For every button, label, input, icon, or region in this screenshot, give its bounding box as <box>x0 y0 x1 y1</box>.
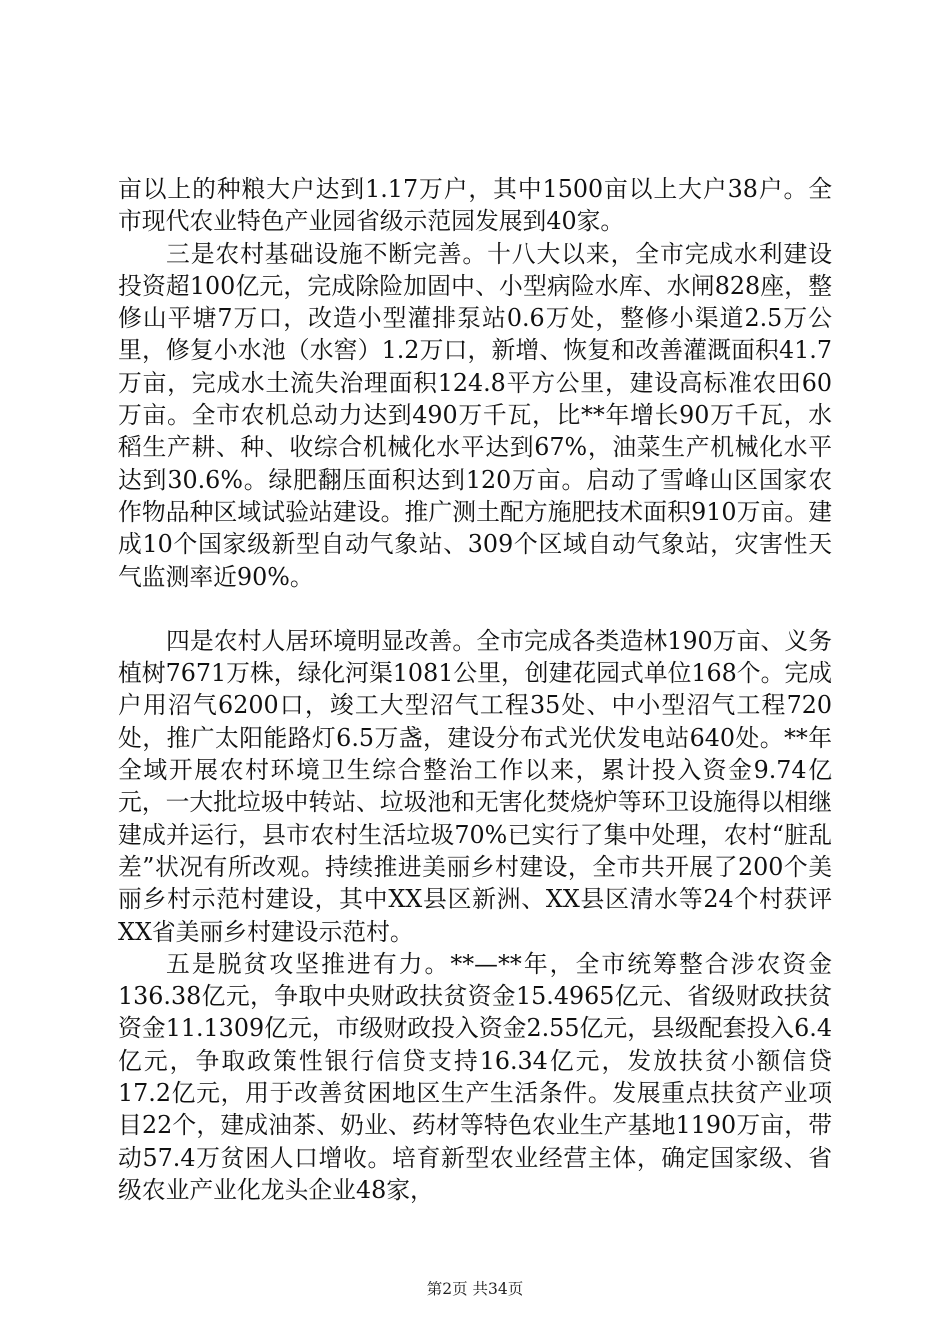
paragraph-poverty-alleviation: 五是脱贫攻坚推进有力。**—**年，全市统筹整合涉农资金136.38亿元，争取中央财政扶贫资金15.4965亿元、省级财政扶贫资金11.1309亿元，市级财政投入资金2.55亿元，县级配套投入6.4亿元，争取政策性银行信贷支持16.34亿元，发放扶贫小额信贷17.2亿元，用于改善贫困地区生产生活条件。发展重点扶贫产业项目22个，建成油茶、奶业、药材等特色农业生产基地1190万亩，带动57.4万贫困人口增收。培育新型农业经营主体，确定国家级、省级农业产业化龙头企业48家， <box>118 949 832 1204</box>
paragraph-rural-infrastructure: 三是农村基础设施不断完善。十八大以来，全市完成水利建设投资超100亿元，完成除险加固中、小型病险水库、水闸828座，整修山平塘7万口，改造小型灌排泵站0.6万处，整修小渠道2.5万公里，修复小水池（水窖）1.2万口，新增、恢复和改善灌溉面积41.7万亩，完成水土流失治理面积124.8平方公里，建设高标准农田60万亩。全市农机总动力达到490万千瓦，比**年增长90万千瓦，水稻生产耕、种、收综合机械化水平达到67%，油菜生产机械化水平达到30.6%。绿肥翻压面积达到120万亩。启动了雪峰山区国家农作物品种区域试验站建设。推广测土配方施肥技术面积910万亩。建成10个国家级新型自动气象站、309个区域自动气象站，灾害性天气监测率近90%。 <box>118 239 832 591</box>
document-body <box>118 173 832 1206</box>
paragraph-continued-grain-growers: 亩以上的种粮大户达到1.17万户，其中1500亩以上大户38户。全市现代农业特色产业园省级示范园发展到40家。 <box>118 175 832 236</box>
paragraph-living-environment: 四是农村人居环境明显改善。全市完成各类造林190万亩、义务植树7671万株，绿化河渠1081公里，创建花园式单位168个。完成户用沼气6200口，竣工大型沼气工程35处、中小型沼气工程720处，推广太阳能路灯6.5万盏，建设分布式光伏发电站640处。**年全域开展农村环境卫生综合整治工作以来，累计投入资金9.74亿元，一大批垃圾中转站、垃圾池和无害化焚烧炉等环卫设施得以相继建成并运行，县市农村生活垃圾70%已实行了集中处理，农村“脏乱差”状况有所改观。持续推进美丽乡村建设，全市共开展了200个美丽乡村示范村建设，其中XX县区新洲、XX县区清水等24个村获评XX省美丽乡村建设示范村。 <box>118 626 832 946</box>
page-number-footer: 第2页 共34页 <box>426 1280 524 1298</box>
